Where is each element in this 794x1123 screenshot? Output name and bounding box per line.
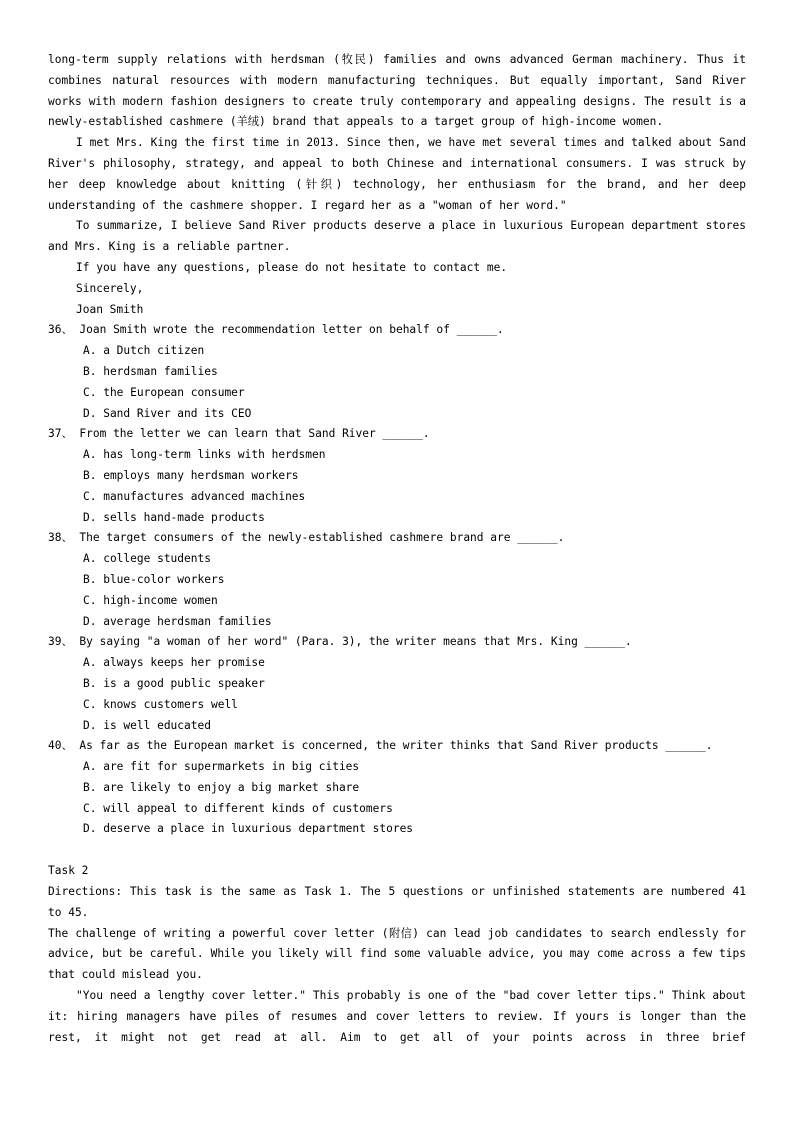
option-a: A. a Dutch citizen bbox=[83, 344, 205, 358]
option-d: D. Sand River and its CEO bbox=[83, 406, 252, 420]
option-d: D. is well educated bbox=[83, 718, 211, 732]
option-c: C. manufactures advanced machines bbox=[83, 489, 306, 503]
question-stem: 39、 By saying "a woman of her word" (Para. 3), the writer means that Mrs. King ______. bbox=[48, 635, 632, 649]
question-36 bbox=[48, 320, 746, 424]
option-a: A. are fit for supermarkets in big cities bbox=[83, 760, 360, 774]
option-d: D. deserve a place in luxurious department stores bbox=[83, 822, 414, 836]
option-d: D. sells hand-made products bbox=[83, 510, 265, 524]
task-directions: Directions: This task is the same as Task 1. The 5 questions or unfinished statements are numbered 41 to 45. bbox=[48, 885, 746, 919]
option-a: A. college students bbox=[83, 552, 211, 566]
question-stem: 37、 From the letter we can learn that Sand River ______. bbox=[48, 427, 430, 441]
passage-contact-line: If you have any questions, please do not hesitate to contact me. bbox=[76, 260, 508, 274]
question-stem: 36、 Joan Smith wrote the recommendation letter on behalf of ______. bbox=[48, 323, 504, 337]
question-stem: 40、 As far as the European market is concerned, the writer thinks that Sand River products ______. bbox=[48, 739, 713, 753]
passage2-paragraph-lengthy: "You need a lengthy cover letter." This probably is one of the "bad cover letter tips." Think about it: hiring managers have piles of resumes and cover letters to review. If yours is longer than the rest, it might not get read at all. Aim to get all of your points across in three brief bbox=[48, 989, 746, 1044]
question-40 bbox=[48, 736, 746, 840]
option-d: D. average herdsman families bbox=[83, 614, 272, 628]
question-38 bbox=[48, 528, 746, 632]
option-c: C. the European consumer bbox=[83, 385, 245, 399]
document-page bbox=[48, 50, 746, 1048]
section-spacer bbox=[48, 840, 746, 861]
option-b: B. employs many herdsman workers bbox=[83, 468, 299, 482]
option-b: B. blue-color workers bbox=[83, 572, 225, 586]
passage-paragraph-continued: long-term supply relations with herdsman (牧民) families and owns advanced German machinery. Thus it combines natural resources with modern manufacturing techniques. But equally important, Sand River works with modern fashion designers to create truly contemporary and appealing designs. The result is a newly-established cashmere (羊绒) brand that appeals to a target group of high-income women. bbox=[48, 53, 746, 129]
option-c: C. knows customers well bbox=[83, 697, 238, 711]
question-39 bbox=[48, 632, 746, 736]
letter-closing: Sincerely, bbox=[76, 281, 144, 295]
option-c: C. high-income women bbox=[83, 593, 218, 607]
option-b: B. herdsman families bbox=[83, 364, 218, 378]
task-heading: Task 2 bbox=[48, 864, 89, 878]
letter-signature: Joan Smith bbox=[76, 302, 144, 316]
question-stem: 38、 The target consumers of the newly-established cashmere brand are ______. bbox=[48, 531, 565, 545]
option-a: A. always keeps her promise bbox=[83, 656, 265, 670]
passage-paragraph-summary: To summarize, I believe Sand River products deserve a place in luxurious European department stores and Mrs. King is a reliable partner. bbox=[48, 219, 746, 254]
option-c: C. will appeal to different kinds of customers bbox=[83, 801, 393, 815]
option-b: B. are likely to enjoy a big market share bbox=[83, 780, 360, 794]
question-37 bbox=[48, 424, 746, 528]
passage-paragraph-met-mrs-king: I met Mrs. King the first time in 2013. Since then, we have met several times and talked about Sand River's philosophy, strategy, and appeal to both Chinese and international consumers. I was struck by her deep knowledge about knitting (针织) technology, her enthusiasm for the brand, and her deep understanding of the cashmere shopper. I regard her as a "woman of her word." bbox=[48, 136, 746, 212]
passage2-paragraph-challenge: The challenge of writing a powerful cover letter (附信) can lead job candidates to search endlessly for advice, but be careful. While you likely will find some valuable advice, you may come across a few tips that could mislead you. bbox=[48, 926, 746, 982]
option-a: A. has long-term links with herdsmen bbox=[83, 448, 326, 462]
option-b: B. is a good public speaker bbox=[83, 676, 265, 690]
